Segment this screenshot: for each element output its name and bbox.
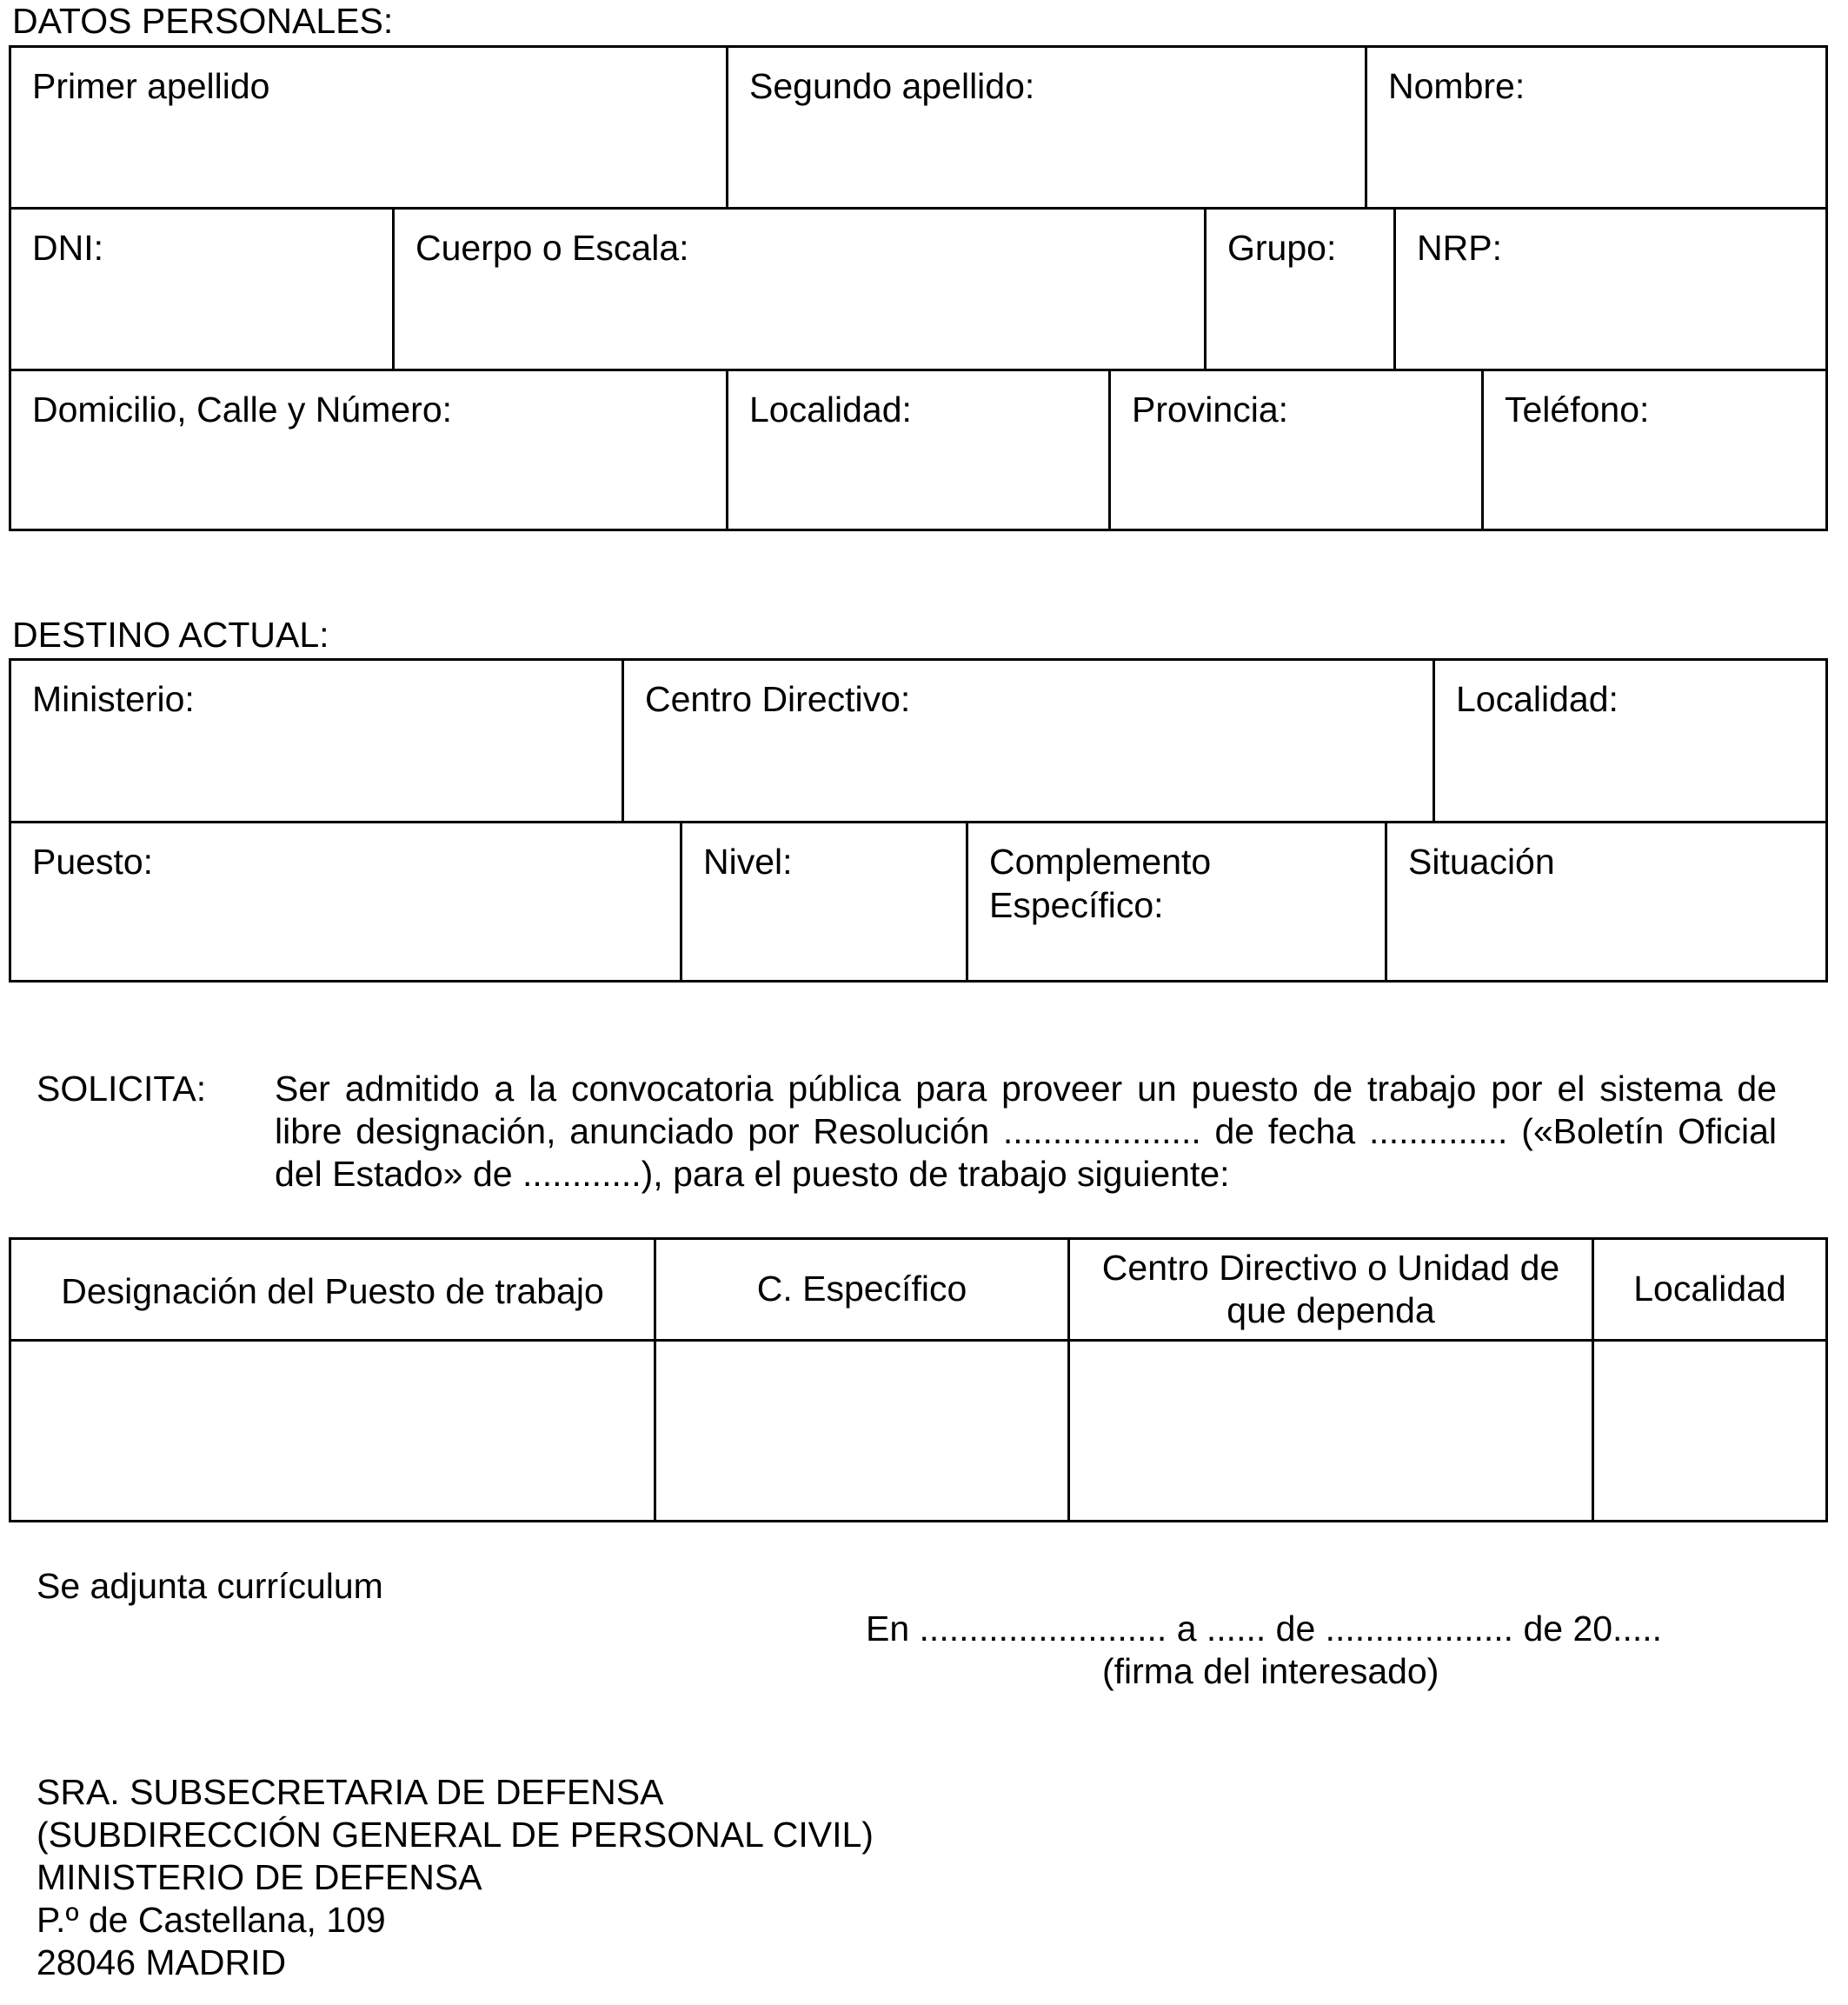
field-label: Puesto: [32,842,154,882]
header-label: C. Específico [756,1269,967,1309]
field-label: Específico: [989,885,1164,925]
column-header-designacion [11,1243,654,1341]
field-label: Centro Directivo: [645,679,911,719]
cell-centro-directivo[interactable] [1070,1342,1592,1520]
field-label: Provincia: [1132,390,1289,430]
cell-c-especifico[interactable] [656,1342,1067,1520]
address-line: MINISTERIO DE DEFENSA [37,1857,482,1897]
field-telefono[interactable] [1484,371,1825,531]
cell-localidad[interactable] [1594,1342,1825,1520]
signature-caption: (firma del interesado) [1102,1651,1439,1691]
field-cuerpo-escala[interactable] [395,210,1204,369]
cell-designacion[interactable] [11,1342,654,1520]
field-puesto[interactable] [11,823,680,980]
field-label: Domicilio, Calle y Número: [32,390,453,430]
section-title-datos-personales: DATOS PERSONALES: [12,1,394,41]
field-dni[interactable] [11,210,392,369]
field-complemento-especifico[interactable] [968,823,1385,980]
field-label: Cuerpo o Escala: [415,228,689,268]
header-label: Localidad [1633,1269,1786,1309]
address-line: P.º de Castellana, 109 [37,1900,386,1940]
field-nrp[interactable] [1396,210,1825,369]
field-label: Localidad: [1456,679,1619,719]
curriculum-note: Se adjunta currículum [37,1566,383,1606]
field-domicilio[interactable] [11,371,726,531]
field-localidad-destino[interactable] [1435,661,1825,821]
column-header-localidad [1594,1240,1825,1339]
field-label: Segundo apellido: [749,66,1035,106]
solicita-text: Ser admitido a la convocatoria pública para proveer un puesto de trabajo por el sistema de libre designación, anunciado por Resolución .................... de fecha .............. («Boletín Oficial del Estado» de ............), para el puesto de trabajo siguiente: [275,1069,1777,1194]
field-centro-directivo[interactable] [624,661,1433,821]
field-label: NRP: [1417,228,1502,268]
field-label: Grupo: [1227,228,1337,268]
field-situacion[interactable] [1387,823,1825,980]
field-label: Complemento [989,842,1212,882]
addressee-block [37,1771,874,1984]
field-label: Ministerio: [32,679,195,719]
field-provincia[interactable] [1111,371,1481,531]
field-label: DNI: [32,228,103,268]
address-line: 28046 MADRID [37,1942,287,1982]
field-ministerio[interactable] [11,661,622,821]
puesto-solicitado-table [9,1237,1828,1522]
address-line: (SUBDIRECCIÓN GENERAL DE PERSONAL CIVIL) [37,1815,874,1855]
datos-personales-table [9,45,1828,531]
header-label: Centro Directivo o Unidad de que dependa [1101,1247,1560,1330]
field-label: Nombre: [1388,66,1526,106]
destino-actual-table [9,658,1828,983]
section-title-destino-actual: DESTINO ACTUAL: [12,615,329,655]
field-segundo-apellido[interactable] [728,48,1365,207]
field-nivel[interactable] [682,823,966,980]
header-label: Designación del Puesto de trabajo [61,1271,604,1312]
date-line: En ......................... a ...... de ................... de 20..... [866,1609,1663,1649]
field-nombre[interactable] [1367,48,1825,207]
field-label: Teléfono: [1505,390,1650,430]
field-grupo[interactable] [1207,210,1393,369]
column-header-c-especifico [656,1240,1067,1339]
field-label: Situación [1408,842,1555,882]
field-localidad[interactable] [728,371,1108,531]
address-line: SRA. SUBSECRETARIA DE DEFENSA [37,1772,664,1812]
field-label: Primer apellido [32,66,270,106]
solicita-label: SOLICITA: [37,1069,207,1109]
field-label: Nivel: [703,842,793,882]
field-label: Localidad: [749,390,912,430]
column-header-centro-directivo [1070,1240,1592,1339]
field-primer-apellido[interactable] [11,48,726,207]
